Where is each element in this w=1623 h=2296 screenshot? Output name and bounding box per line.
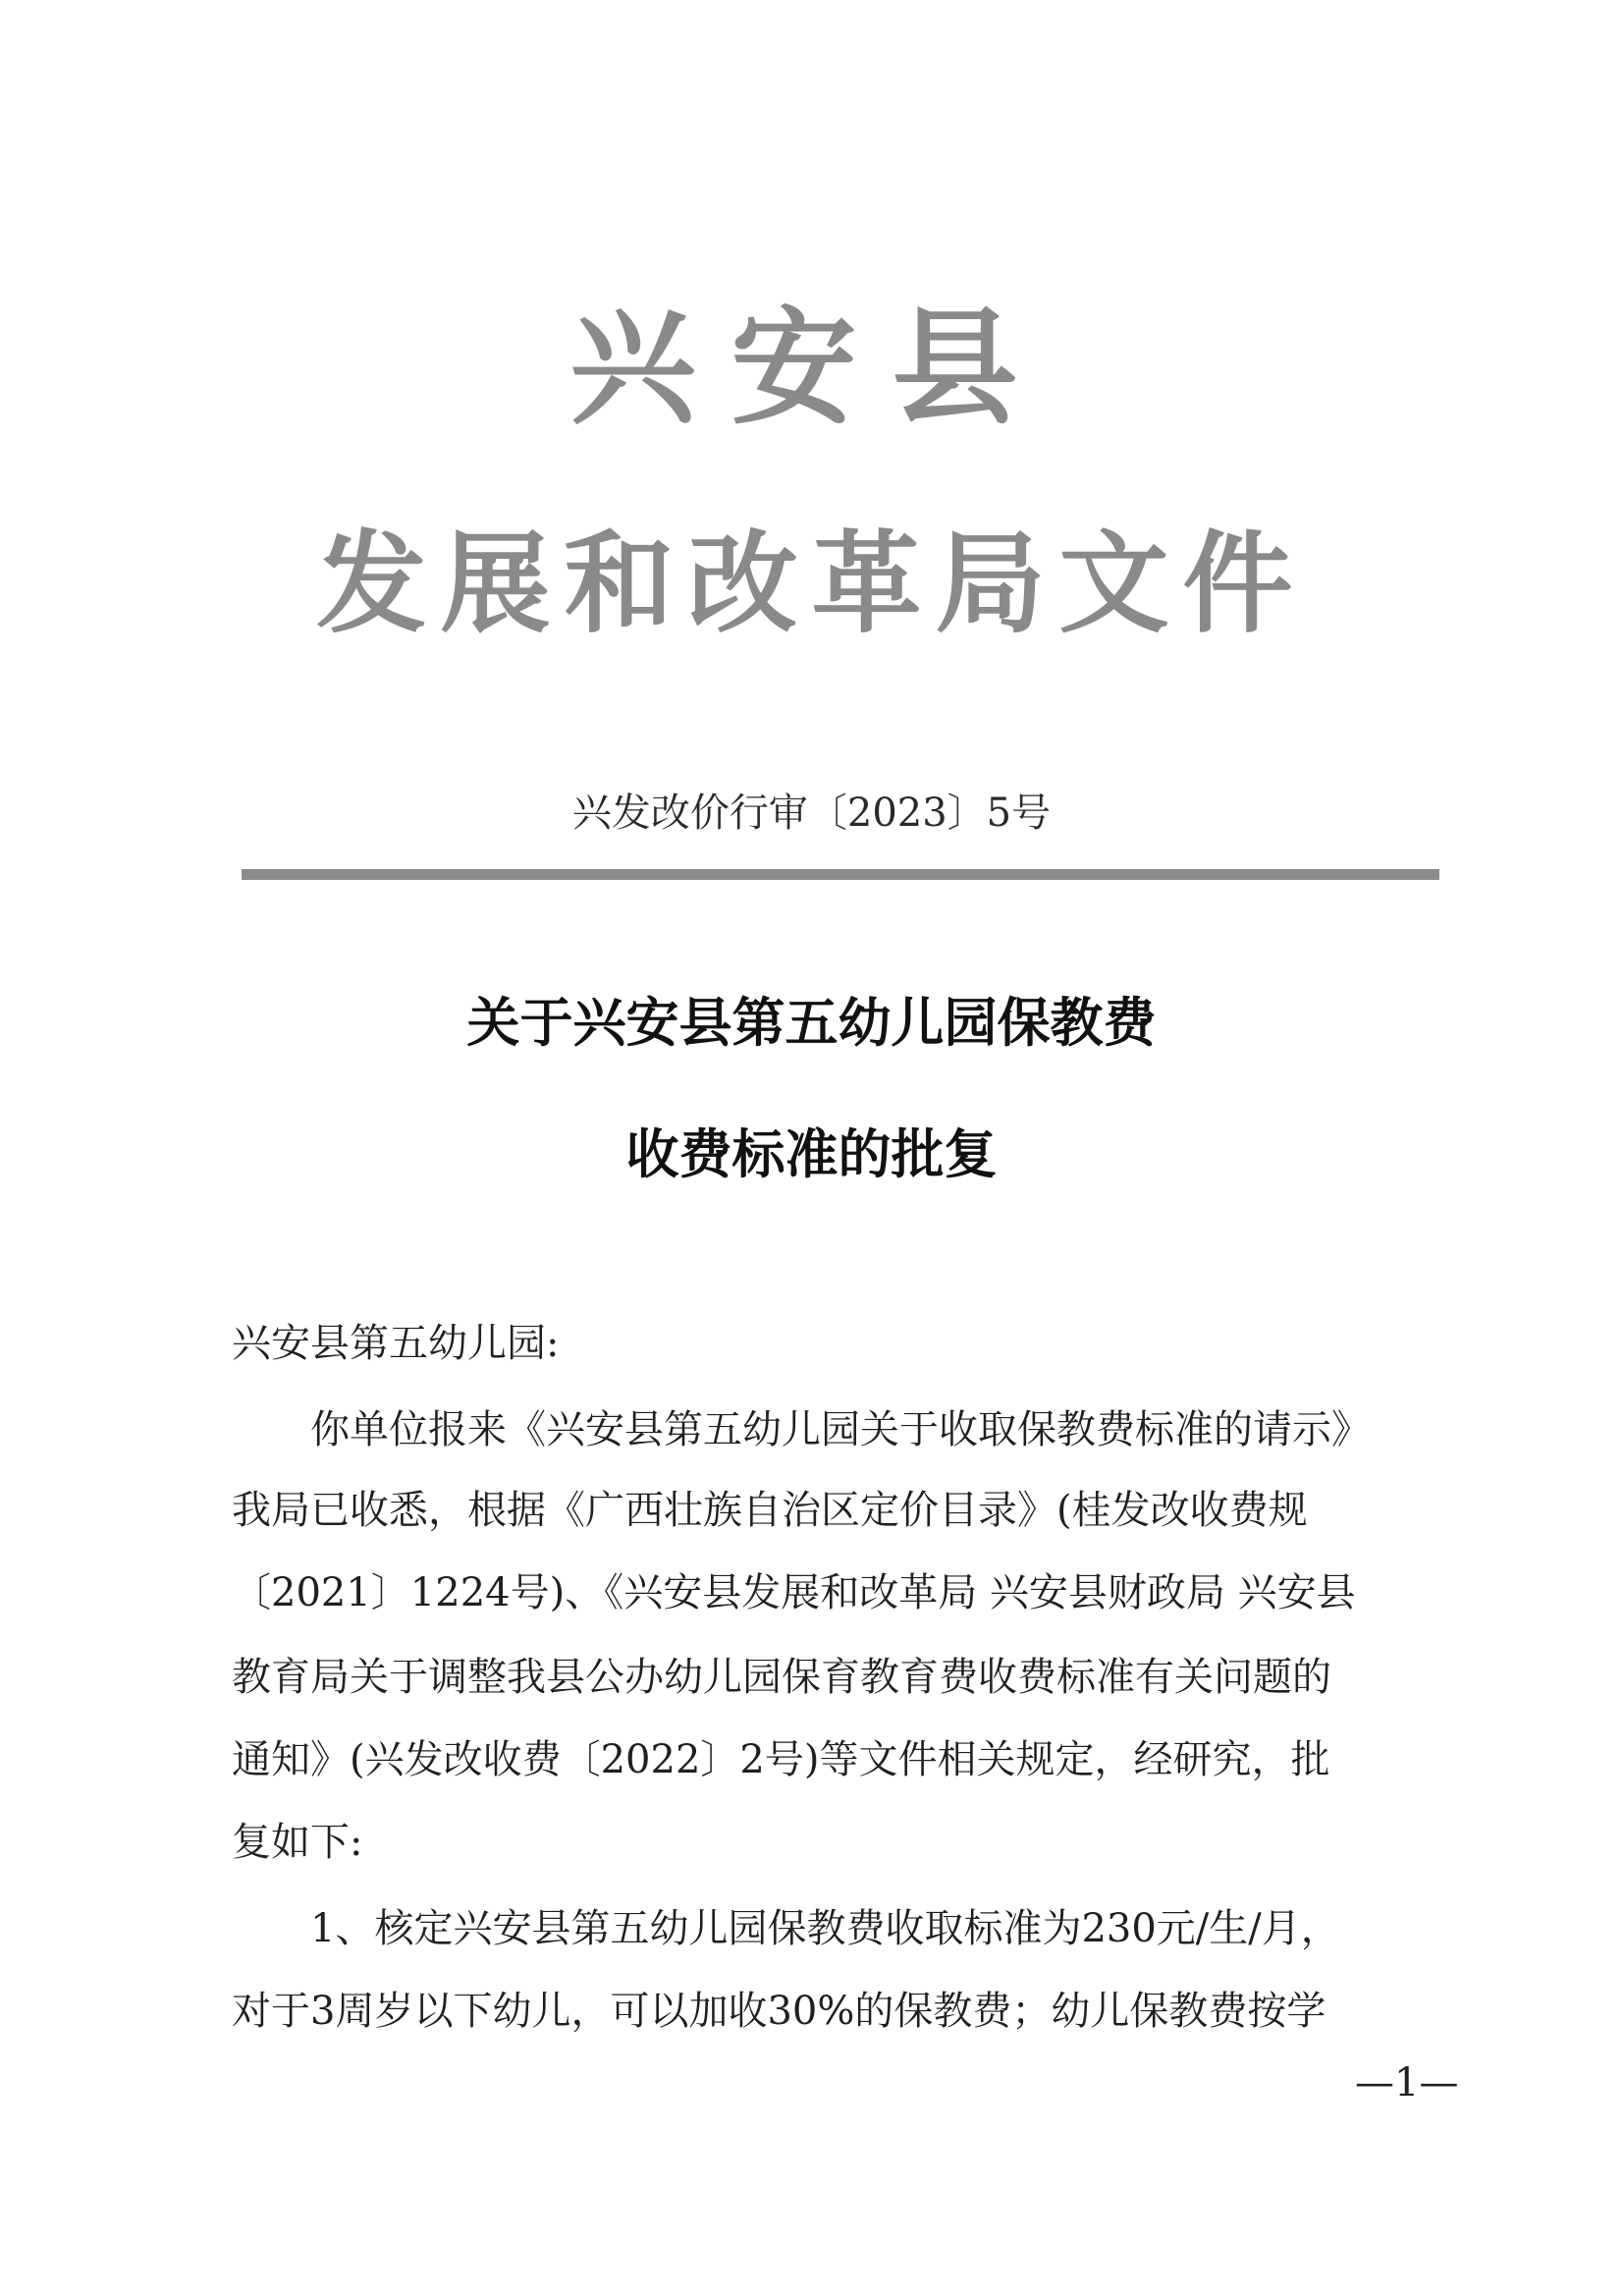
document-title-line1: 关于兴安县第五幼儿园保教费 <box>466 992 1157 1054</box>
body-line: 对于3周岁以下幼儿，可以加收30%的保教费；幼儿保教费按学 <box>232 1989 1326 2034</box>
issuer-header-line1: 兴安县 <box>569 295 1054 442</box>
body-line: 1、核定兴安县第五幼儿园保教费收取标准为230元/生/月， <box>310 1906 1340 1951</box>
body-line: 通知》(兴发改收费〔2022〕2号)等文件相关规定，经研究，批 <box>232 1737 1330 1782</box>
issuer-header-line2: 发展和改革局文件 <box>316 519 1307 648</box>
page-number: —1— <box>1355 2060 1459 2105</box>
document-number: 兴发改价行审〔2023〕5号 <box>571 791 1052 836</box>
body-line: 〔2021〕1224号)、《兴安县发展和改革局 兴安县财政局 兴安县 <box>232 1570 1356 1615</box>
body-line: 复如下: <box>232 1820 363 1865</box>
body-line: 我局已收悉，根据《广西壮族自治区定价目录》(桂发改收费规 <box>232 1488 1308 1533</box>
document-title-line2: 收费标准的批复 <box>625 1123 998 1185</box>
body-line: 你单位报来《兴安县第五幼儿园关于收取保教费标准的请示》 <box>310 1407 1371 1452</box>
header-separator <box>242 869 1439 880</box>
body-line: 教育局关于调整我县公办幼儿园保育教育费收费标准有关问题的 <box>232 1655 1331 1700</box>
salutation: 兴安县第五幼儿园: <box>232 1321 560 1366</box>
